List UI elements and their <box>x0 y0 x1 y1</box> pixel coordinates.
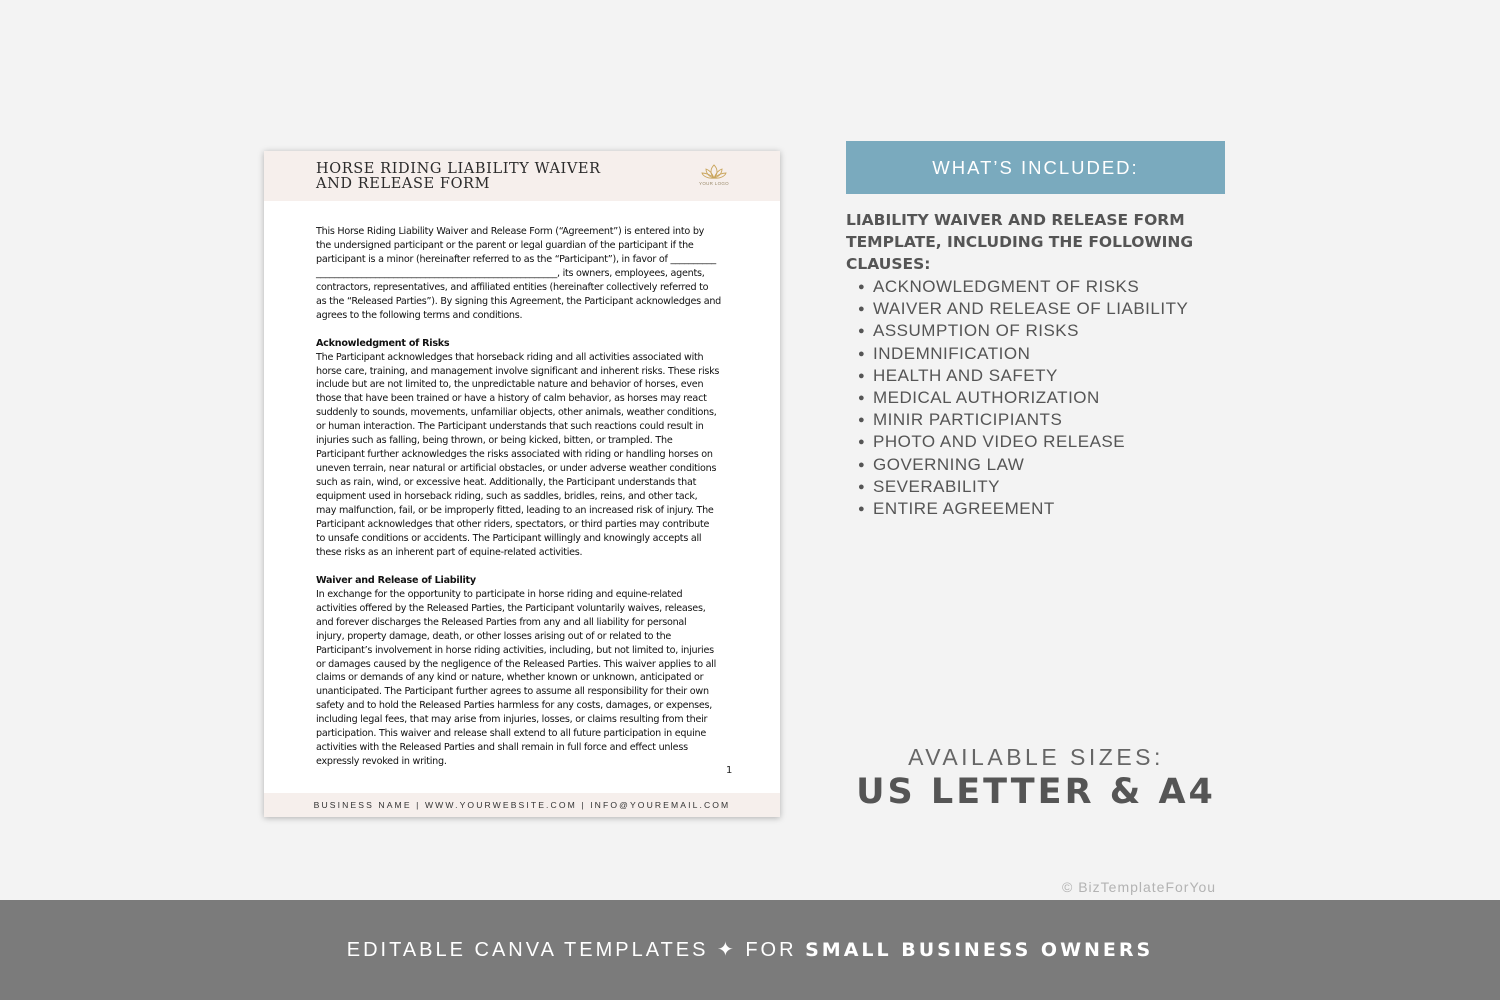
included-intro-line: LIABILITY WAIVER AND RELEASE FORM <box>846 211 1185 229</box>
body-line: uneven terrain, near natural or artificial obstacles, or under adverse weather conditions <box>316 463 717 475</box>
body-line: the undersigned participant or the parent or legal guardian of the participant if the <box>316 239 694 251</box>
bullet-icon: ● <box>858 436 866 449</box>
available-sizes-label: AVAILABLE SIZES: <box>908 744 1164 770</box>
whats-included-banner: WHAT’S INCLUDED: <box>846 141 1225 194</box>
document-title-line: HORSE RIDING LIABILITY WAIVER <box>316 161 601 177</box>
clause-item <box>858 387 1188 409</box>
body-line: participant is a minor (hereinafter referred to as the “Participant”), in favor of __________ <box>316 253 716 265</box>
bullet-icon: ● <box>858 303 866 316</box>
body-line: Participant further acknowledges the risks associated with riding or handling horses on <box>316 449 713 461</box>
body-line: _____________________________________________________, its owners, employees, agents, <box>316 267 705 279</box>
document-header <box>264 151 780 201</box>
body-line: This Horse Riding Liability Waiver and Release Form (“Agreement”) is entered into by <box>316 226 705 237</box>
body-line: safety and to hold the Released Parties harmless for any costs, damages, or expenses, <box>316 700 713 712</box>
body-line: suddenly to sounds, movements, unfamiliar objects, other animals, weather conditions, <box>316 407 717 419</box>
clause-label: ENTIRE AGREEMENT <box>873 499 1055 519</box>
body-line: injury, property damage, death, or other losses arising out of or related to the <box>316 630 672 642</box>
bullet-icon: ● <box>858 480 866 493</box>
body-line: In exchange for the opportunity to participate in horse riding and equine-related <box>316 588 683 600</box>
section-heading: Waiver and Release of Liability <box>316 574 476 586</box>
bullet-icon: ● <box>858 369 866 382</box>
document-title-line: AND RELEASE FORM <box>316 176 491 192</box>
clause-label: ASSUMPTION OF RISKS <box>873 321 1079 341</box>
body-line: activities offered by the Released Parties, the Participant voluntarily waives, releases, <box>316 602 706 614</box>
clause-label: PHOTO AND VIDEO RELEASE <box>873 432 1126 452</box>
body-line: participation. This waiver and release shall extend to all future participation in equine <box>316 728 706 740</box>
copyright-text: © BizTemplateForYou <box>1062 879 1217 895</box>
body-line: and forever discharges the Released Parties from any and all liability for personal <box>316 616 687 628</box>
body-line: injuries such as falling, being thrown, or being kicked, bitten, or trampled. The <box>316 435 673 447</box>
body-line: those that have been trained or have a history of calm behavior, as horses may react <box>316 393 707 405</box>
bottom-banner <box>0 900 1500 1000</box>
included-intro <box>846 209 1226 276</box>
logo-text: YOUR LOGO <box>699 181 729 186</box>
document-body <box>316 225 730 769</box>
document-page <box>264 151 780 817</box>
logo <box>696 164 732 186</box>
body-line: activities with the Released Parties and shall remain in full force and effect unless <box>316 742 688 754</box>
clause-label: INDEMNIFICATION <box>873 343 1031 363</box>
clause-label: HEALTH AND SAFETY <box>873 365 1058 385</box>
included-intro-line: CLAUSES: <box>846 255 931 274</box>
body-line: or damages caused by the negligence of the Released Parties. This waiver applies to all <box>316 658 717 670</box>
body-line: contractors, representatives, and affiliated entities (hereinafter collectively referred to <box>316 281 709 293</box>
clause-item <box>858 498 1188 520</box>
clause-item <box>858 276 1188 298</box>
clause-label: MINIR PARTICIPIANTS <box>873 410 1063 430</box>
page-number: 1 <box>726 765 733 776</box>
bullet-icon: ● <box>858 414 866 427</box>
bottom-banner-strong-text: SMALL BUSINESS OWNERS <box>805 939 1154 961</box>
body-line: agrees to the following terms and conditions. <box>316 309 523 321</box>
body-line: including legal fees, that may arise from injuries, losses, or claims resulting from their <box>316 714 708 726</box>
clause-item <box>858 320 1188 342</box>
clause-list <box>858 276 1189 520</box>
clause-item <box>858 365 1188 387</box>
lotus-icon <box>701 164 727 180</box>
body-line: these risks as an inherent part of equine-related activities. <box>316 546 583 558</box>
document-title <box>316 162 646 192</box>
footer-contact-text: BUSINESS NAME | WWW.YOURWEBSITE.COM | INFO@YOUREMAIL.COM <box>313 800 731 810</box>
clause-label: ACKNOWLEDGMENT OF RISKS <box>873 277 1140 296</box>
body-line: such as rain, wind, or excessive heat. Additionally, the Participant understands that <box>316 477 697 489</box>
section-heading: Acknowledgment of Risks <box>316 337 450 349</box>
body-line: Participant acknowledges that other riders, spectators, or third parties may contribute <box>316 519 710 530</box>
document-footer <box>264 793 780 817</box>
bullet-icon: ● <box>858 392 866 405</box>
body-line: The Participant acknowledges that horseback riding and all activities associated with <box>316 351 704 363</box>
clause-label: MEDICAL AUTHORIZATION <box>873 388 1100 408</box>
clause-item <box>858 454 1188 476</box>
clause-item <box>858 409 1188 431</box>
clause-label: WAIVER AND RELEASE OF LIABILITY <box>873 299 1189 319</box>
body-line: horse care, training, and management involve significant and inherent risks. These risks <box>316 365 720 377</box>
body-line: unanticipated. The Participant further agrees to assume all responsibility for their own <box>316 686 709 698</box>
clause-item <box>858 298 1189 320</box>
body-line: Participant’s involvement in horse riding activities, including, but not limited to, injuries <box>316 644 714 656</box>
bullet-icon: ● <box>858 325 866 338</box>
clause-label: GOVERNING LAW <box>873 454 1025 474</box>
available-sizes-value: US LETTER & A4 <box>856 772 1216 812</box>
bottom-banner-text: EDITABLE CANVA TEMPLATES ✦ FOR <box>346 939 806 961</box>
body-line: include but are not limited to, the unpredictable nature and behavior of horses, even <box>316 379 704 391</box>
bullet-icon: ● <box>858 458 866 471</box>
body-line: or human interaction. The Participant understands that such reactions could result in <box>316 421 704 433</box>
clause-item <box>858 343 1188 365</box>
body-line: as the “Released Parties”). By signing this Agreement, the Participant acknowledges and <box>316 295 722 307</box>
clause-label: SEVERABILITY <box>873 476 1000 496</box>
body-line: to unsafe conditions or accidents. The Participant willingly and knowingly accepts all <box>316 532 702 544</box>
clause-item <box>858 431 1188 453</box>
body-line: equipment used in horseback riding, such as saddles, bridles, reins, and other tack, <box>316 491 698 503</box>
body-line: claims or demands of any kind or nature, whether known or unknown, anticipated or <box>316 672 704 684</box>
bullet-icon: ● <box>858 347 866 360</box>
body-line: may malfunction, fail, or be improperly fitted, leading to an increased risk of injury. The <box>316 505 714 517</box>
bullet-icon: ● <box>858 503 866 516</box>
clause-item <box>858 476 1188 498</box>
bullet-icon: ● <box>858 281 866 293</box>
body-line: expressly revoked in writing. <box>316 756 447 768</box>
included-intro-line: TEMPLATE, INCLUDING THE FOLLOWING <box>846 233 1194 252</box>
